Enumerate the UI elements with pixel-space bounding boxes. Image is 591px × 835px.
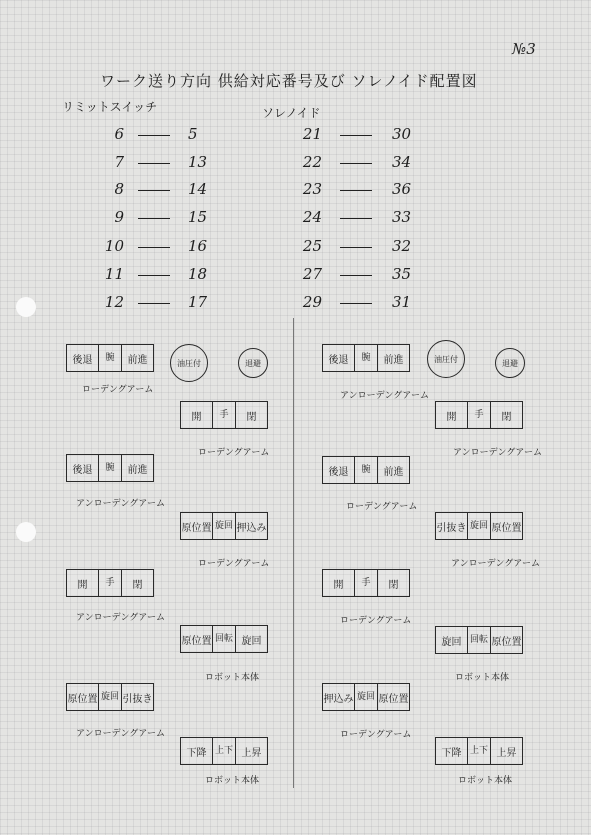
limit-switch-to: 13 (188, 153, 208, 171)
panel-cell: 引抜き (122, 693, 153, 705)
panel-cell: 旋回 (468, 513, 491, 539)
solenoid-to: 30 (392, 125, 412, 143)
panel-cell: 旋回 (241, 635, 262, 647)
solenoid-to: 36 (392, 180, 412, 198)
solenoid-panel (180, 512, 268, 540)
panel-caption: ロボット本体 (458, 776, 513, 786)
solenoid-header: ソレノイド (262, 106, 321, 120)
panel-caption: アンローデングアーム (76, 499, 166, 509)
solenoid-from: 23 (302, 180, 322, 198)
solenoid-panel (66, 683, 154, 711)
solenoid-from: 22 (302, 153, 322, 171)
connector-dash (138, 247, 170, 248)
limit-switch-to: 15 (188, 208, 208, 226)
panel-caption: アンローデングアーム (340, 391, 430, 401)
panel-cell: 原位置 (67, 684, 99, 710)
panel-cell: 原位置 (181, 626, 213, 652)
panel-caption: アンローデングアーム (453, 448, 543, 458)
solenoid-panel (435, 512, 523, 540)
panel-cell: 原位置 (181, 513, 213, 539)
limit-switch-header: リミットスイッチ (62, 100, 158, 114)
solenoid-from: 29 (302, 293, 322, 311)
panel-cell: 手 (468, 402, 491, 428)
solenoid-panel (435, 626, 523, 654)
panel-caption: ローデングアーム (198, 448, 270, 458)
panel-cell: 上下 (468, 738, 491, 764)
panel-caption: ロボット本体 (205, 776, 260, 786)
panel-cell: 腕 (355, 345, 378, 371)
connector-dash (138, 303, 170, 304)
panel-cell: 下降 (436, 738, 468, 764)
panel-cell: 開 (67, 570, 99, 596)
solenoid-panel (322, 344, 410, 372)
solenoid-panel (66, 569, 154, 597)
connector-dash (340, 275, 372, 276)
connector-dash (138, 275, 170, 276)
panel-caption: ローデングアーム (340, 730, 412, 740)
panel-cell: 腕 (355, 457, 378, 483)
panel-cell: 上昇 (496, 747, 517, 759)
solenoid-to: 31 (392, 293, 412, 311)
panel-cell: 旋回 (213, 513, 236, 539)
connector-dash (340, 247, 372, 248)
limit-switch-from: 7 (114, 153, 124, 171)
panel-cell: 押込み (323, 684, 355, 710)
panel-cell: 閉 (132, 579, 143, 591)
panel-cell: 閉 (388, 579, 399, 591)
limit-switch-to: 17 (188, 293, 208, 311)
limit-switch-from: 12 (104, 293, 124, 311)
panel-cell: 押込み (236, 522, 267, 534)
connector-dash (340, 135, 372, 136)
punch-hole (16, 297, 36, 317)
connector-dash (340, 218, 372, 219)
page-title: ワーク送り方向 供給対応番号及び ソレノイド配置図 (100, 72, 478, 90)
limit-switch-from: 6 (114, 125, 124, 143)
connector-dash (340, 303, 372, 304)
panel-caption: ローデングアーム (198, 559, 270, 569)
panel-caption: アンローデングアーム (76, 613, 166, 623)
panel-caption: アンローデングアーム (451, 559, 541, 569)
panel-cell: 開 (436, 402, 468, 428)
panel-cell: 回転 (213, 626, 236, 652)
panel-cell: 回転 (468, 627, 491, 653)
solenoid-panel (435, 737, 523, 765)
solenoid-to: 35 (392, 265, 412, 283)
solenoid-to: 33 (392, 208, 412, 226)
panel-cell: 旋回 (355, 684, 378, 710)
panel-cell: 後退 (323, 345, 355, 371)
limit-switch-to: 5 (188, 125, 198, 143)
panel-cell: 閉 (501, 411, 512, 423)
solenoid-panel (435, 401, 523, 429)
punch-hole (16, 522, 36, 542)
panel-cell: 腕 (99, 345, 122, 371)
solenoid-panel (66, 344, 154, 372)
indicator-circle: 退避 (238, 348, 268, 378)
panel-cell: 旋回 (99, 684, 122, 710)
indicator-circle: 油圧付 (170, 344, 208, 382)
panel-cell: 手 (99, 570, 122, 596)
connector-dash (138, 218, 170, 219)
solenoid-from: 21 (302, 125, 322, 143)
panel-cell: 下降 (181, 738, 213, 764)
center-divider (293, 318, 294, 788)
solenoid-to: 34 (392, 153, 412, 171)
connector-dash (138, 190, 170, 191)
panel-cell: 前進 (127, 354, 148, 366)
panel-cell: 手 (213, 402, 236, 428)
panel-cell: 前進 (127, 464, 148, 476)
solenoid-panel (180, 401, 268, 429)
panel-caption: ロボット本体 (205, 673, 260, 683)
solenoid-panel (322, 569, 410, 597)
solenoid-from: 27 (302, 265, 322, 283)
panel-cell: 前進 (383, 466, 404, 478)
limit-switch-to: 18 (188, 265, 208, 283)
limit-switch-from: 9 (114, 208, 124, 226)
page-number: №3 (512, 40, 536, 58)
panel-cell: 閉 (246, 411, 257, 423)
indicator-circle: 油圧付 (427, 340, 465, 378)
connector-dash (138, 163, 170, 164)
connector-dash (138, 135, 170, 136)
limit-switch-from: 10 (104, 237, 124, 255)
limit-switch-to: 14 (188, 180, 208, 198)
panel-cell: 手 (355, 570, 378, 596)
solenoid-panel (322, 683, 410, 711)
panel-cell: 前進 (383, 354, 404, 366)
panel-cell: 後退 (67, 345, 99, 371)
panel-cell: 原位置 (491, 522, 522, 534)
panel-cell: 開 (181, 402, 213, 428)
panel-cell: 引抜き (436, 513, 468, 539)
connector-dash (340, 163, 372, 164)
solenoid-panel (66, 454, 154, 482)
panel-cell: 開 (323, 570, 355, 596)
panel-cell: 原位置 (378, 693, 409, 705)
solenoid-panel (180, 737, 268, 765)
panel-cell: 後退 (67, 455, 99, 481)
panel-cell: 腕 (99, 455, 122, 481)
solenoid-panel (322, 456, 410, 484)
solenoid-panel (180, 625, 268, 653)
solenoid-from: 25 (302, 237, 322, 255)
solenoid-to: 32 (392, 237, 412, 255)
limit-switch-from: 8 (114, 180, 124, 198)
panel-cell: 原位置 (491, 636, 522, 648)
panel-caption: ローデングアーム (340, 616, 412, 626)
indicator-circle: 退避 (495, 348, 525, 378)
panel-cell: 旋回 (436, 627, 468, 653)
panel-cell: 上下 (213, 738, 236, 764)
connector-dash (340, 190, 372, 191)
panel-cell: 後退 (323, 457, 355, 483)
panel-caption: ロボット本体 (455, 673, 510, 683)
panel-caption: ローデングアーム (82, 385, 154, 395)
panel-caption: アンローデングアーム (76, 729, 166, 739)
limit-switch-from: 11 (104, 265, 124, 283)
panel-cell: 上昇 (241, 747, 262, 759)
panel-caption: ローデングアーム (346, 502, 418, 512)
limit-switch-to: 16 (188, 237, 208, 255)
solenoid-from: 24 (302, 208, 322, 226)
